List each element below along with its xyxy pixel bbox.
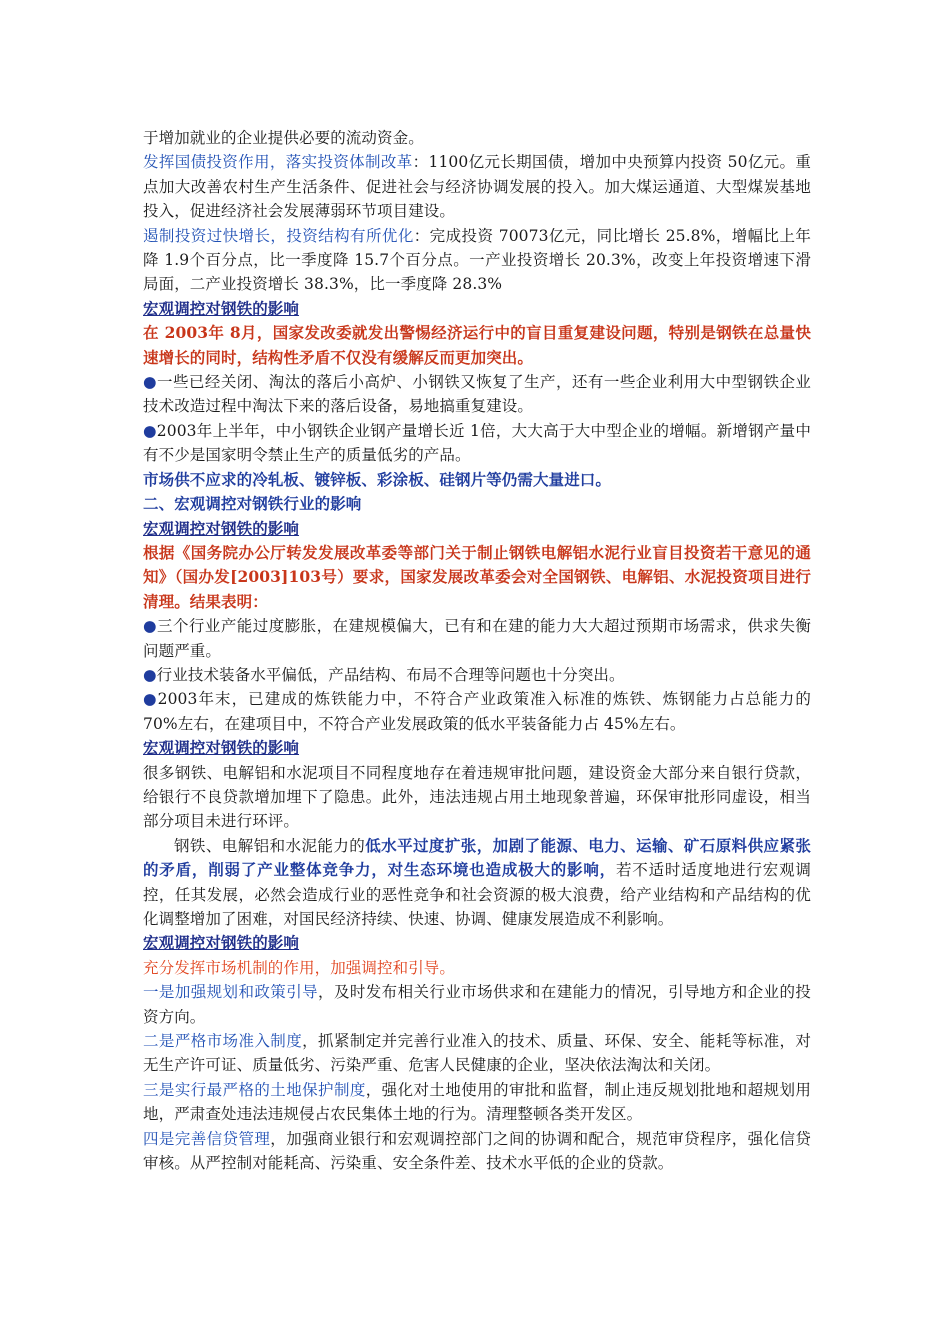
section-heading-2: 二、宏观调控对钢铁行业的影响	[143, 494, 362, 514]
bullet-text: 行业技术装备水平偏低，产品结构、布局不合理等问题也十分突出。	[156, 665, 625, 684]
bullet-item-1	[143, 370, 811, 419]
paragraph-measure-1	[143, 980, 811, 1029]
bullet-item-3	[143, 614, 811, 663]
text: 于增加就业的企业提供必要的流动资金。	[143, 129, 424, 147]
bullet-icon: ●	[143, 690, 158, 709]
lead-text: 发挥国债投资作用，落实投资体制改革	[143, 153, 413, 172]
section-heading-1: 宏观调控对钢铁的影响	[143, 298, 300, 318]
document-page	[143, 126, 811, 1175]
bullet-text: 2003年上半年，中小钢铁企业钢产量增长近 1倍，大大高于大中型企业的增幅。新增钢产量中有不少是国家明令禁止生产的质量低劣的产品。	[143, 421, 812, 465]
lead-text: 四是完善信贷管理	[143, 1129, 271, 1148]
body-text: ，强化对土地使用的审批和监督，制止违反规划批地和超规划用地，严肃查处违法违规侵占农民集体土地的行为。清理整顿各类开发区。	[143, 1080, 811, 1124]
bullet-text: 三个行业产能过度膨胀，在建规模偏大，已有和在建的能力大大超过预期市场需求，供求失衡问题严重。	[143, 617, 812, 660]
bullet-item-5	[143, 687, 811, 736]
section-heading-5: 宏观调控对钢铁的影响	[143, 933, 300, 953]
text-a: 钢铁、电解铝和水泥能力的	[174, 836, 366, 855]
paragraph-treasury-bonds	[143, 150, 811, 223]
text-b: 低水平过度扩张，加剧了能源、电力、运输、矿石原料供应紧张的矛盾，削弱了产业整体竞争力，对生态环境也造成极大的影响，	[143, 835, 811, 880]
body-text: ，抓紧制定并完善行业准入的技术、质量、环保、安全、能耗等标准，对无生产许可证、质量低劣、污染严重、危害人民健康的企业，坚决依法淘汰和关闭。	[143, 1032, 811, 1075]
paragraph-measure-3	[143, 1078, 811, 1127]
paragraph-violations: 很多钢铁、电解铝和水泥项目不同程度地存在着违规审批问题，建设资金大部分来自银行贷款，给银行不良贷款增加埋下了隐患。此外，违法违规占用土地现象普遍，环保审批形同虚设，相当部分项目未进行环评。	[143, 763, 811, 831]
paragraph-measure-2	[143, 1029, 811, 1078]
paragraph-measure-4	[143, 1127, 811, 1176]
paragraph-investment-growth	[143, 224, 811, 297]
paragraph-imports: 市场供不应求的冷轧板、镀锌板、彩涂板、硅钢片等仍需大量进口。	[143, 469, 612, 489]
lead-text: 遏制投资过快增长，投资结构有所优化	[143, 226, 414, 245]
paragraph-state-council: 根据《国务院办公厅转发发展改革委等部门关于制止钢铁电解铝水泥行业盲目投资若干意见的通知》（国办发[2003]103号）要求，国家发展改革委会对全国钢铁、电解铝、水泥投资项目进行清理。结果表明：	[143, 542, 811, 611]
paragraph-warning: 在 2003年 8月，国家发改委就发出警惕经济运行中的盲目重复建设问题，特别是钢铁在总量快速增长的同时，结构性矛盾不仅没有缓解反而更加突出。	[143, 323, 811, 367]
body-text: ，及时发布相关行业市场供求和在建能力的情况，引导地方和企业的投资方向。	[143, 983, 811, 1026]
paragraph-expansion	[143, 834, 811, 932]
lead-text: 二是严格市场准入制度	[143, 1032, 303, 1051]
bullet-item-2	[143, 419, 811, 468]
bullet-icon: ●	[143, 665, 157, 684]
bullet-item-4	[143, 663, 811, 687]
paragraph-market-mechanism: 充分发挥市场机制的作用，加强调控和引导。	[143, 958, 456, 977]
lead-text: 三是实行最严格的土地保护制度	[143, 1080, 366, 1099]
bullet-icon: ●	[143, 373, 157, 392]
section-heading-3: 宏观调控对钢铁的影响	[143, 518, 300, 538]
body-text: ：1100亿元长期国债，增加中央预算内投资 50亿元。重点加大改善农村生产生活条件、促进社会与经济协调发展的投入。加大煤运通道、大型煤炭基地投入，促进经济社会发展薄弱环节项目建设。	[143, 153, 811, 221]
paragraph-1	[143, 126, 811, 150]
section-heading-4: 宏观调控对钢铁的影响	[143, 738, 300, 758]
body-text: ，加强商业银行和宏观调控部门之间的协调和配合，规范审贷程序，强化信贷审核。从严控制对能耗高、污染重、安全条件差、技术水平低的企业的贷款。	[143, 1129, 811, 1173]
bullet-icon: ●	[143, 617, 157, 636]
lead-text: 一是加强规划和政策引导	[143, 983, 319, 1002]
body-text: ：完成投资 70073亿元，同比增长 25.8%，增幅比上年降 1.9个百分点，比一季度降 15.7个百分点。一产业投资增长 20.3%，改变上年投资增速下滑局面，二产业投资增长 38.3%，比一季度降 28.3%	[143, 226, 812, 294]
bullet-text: 2003年末，已建成的炼铁能力中，不符合产业政策准入标准的炼铁、炼钢能力占总能力的 70%左右，在建项目中，不符合产业发展政策的低水平装备能力占 45%左右。	[143, 690, 811, 733]
bullet-icon: ●	[143, 421, 157, 440]
text-c: 若不适时适度地进行宏观调控，任其发展，必然会造成行业的恶性竞争和社会资源的极大浪费，给产业结构和产品结构的优化调整增加了困难，对国民经济持续、快速、协调、健康发展造成不利影响。	[143, 861, 812, 928]
bullet-text: 一些已经关闭、淘汰的落后小高炉、小钢铁又恢复了生产，还有一些企业利用大中型钢铁企业技术改造过程中淘汰下来的落后设备，易地搞重复建设。	[143, 373, 812, 416]
